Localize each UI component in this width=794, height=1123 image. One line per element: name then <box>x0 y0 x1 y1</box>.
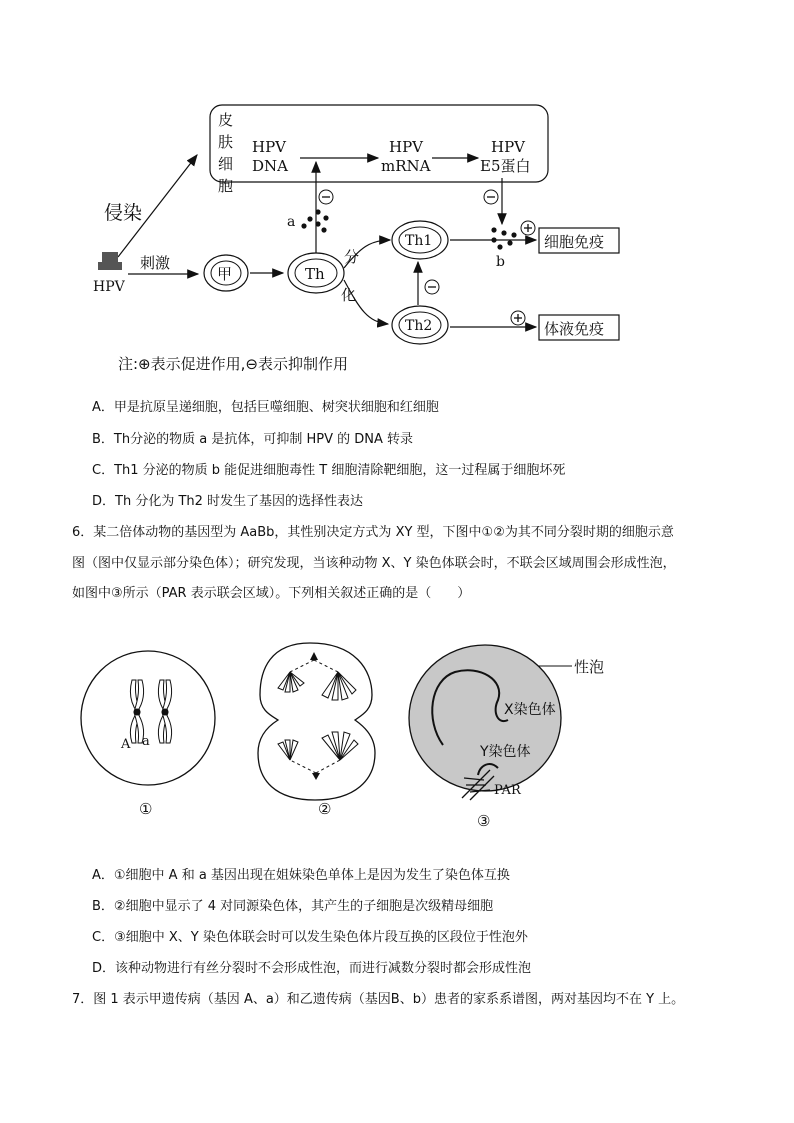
cell-immunity-label: 细胞免疫 <box>544 233 605 251</box>
y-chromosome-label: Y染色体 <box>480 744 531 760</box>
hpv-e5-line2: E5蛋白 <box>480 157 531 175</box>
inhibit-icon-2 <box>425 280 439 294</box>
substance-b-label: b <box>496 254 505 270</box>
inhibit-icon-3 <box>484 190 498 204</box>
stimulate-label: 刺激 <box>140 254 171 272</box>
gene-a-label: a <box>142 734 150 749</box>
hua-label: 化 <box>341 286 357 304</box>
cell-jia-label: 甲 <box>217 265 233 283</box>
inhibit-icon-1 <box>319 190 333 204</box>
hpv-label: HPV <box>93 279 125 295</box>
skin-cell-char-2: 肤 <box>218 133 234 151</box>
gene-A-label: A <box>121 737 131 752</box>
hpv-dna-line2: DNA <box>252 157 288 175</box>
cell-3-label: ③ <box>477 812 491 830</box>
cell-1-chromosomes <box>130 680 171 743</box>
q6-option-b: B．②细胞中显示了 4 对同源染色体，其产生的子细胞是次级精母细胞 <box>92 899 494 914</box>
infect-label: 侵染 <box>104 202 143 224</box>
q6-text-line3: 如图中③所示（PAR 表示联会区域）。下列相关叙述正确的是（ ） <box>72 586 471 601</box>
skin-cell-char-4: 胞 <box>218 177 234 195</box>
hpv-dna-line1: HPV <box>252 138 287 156</box>
hpv-mrna-line1: HPV <box>389 138 424 156</box>
cell-1-label: ① <box>139 800 153 818</box>
cell-th1-label: Th1 <box>405 233 433 249</box>
skin-cell-char-1: 皮 <box>218 111 234 129</box>
q6-option-a: A．①细胞中 A 和 a 基因出现在姐妹染色单体上是因为发生了染色体互换 <box>92 868 510 883</box>
cell-th-label: Th <box>305 265 325 283</box>
q6-text-line1: 6．某二倍体动物的基因型为 AaBb，其性别决定方式为 XY 型，下图中①②为其不同分裂时期的细胞示意 <box>72 525 674 540</box>
cell-1 <box>81 651 215 785</box>
hpv-e5-line1: HPV <box>491 138 526 156</box>
q5-option-a: A．甲是抗原呈递细胞，包括巨噬细胞、树突状细胞和红细胞 <box>92 400 439 415</box>
cell-th2-label: Th2 <box>405 318 433 334</box>
legend-note: 注:⊕表示促进作用,⊖表示抑制作用 <box>118 355 348 373</box>
cell-division-diagram <box>0 630 794 830</box>
skin-cell-char-3: 细 <box>218 155 234 173</box>
q5-option-c: C．Th1 分泌的物质 b 能促进细胞毒性 T 细胞清除靶细胞，这一过程属于细胞坏死 <box>92 463 566 478</box>
x-chromosome-label: X染色体 <box>504 702 556 718</box>
sex-vesicle-label: 性泡 <box>574 658 605 676</box>
cell-2-spindle <box>290 652 340 780</box>
cell-2-chromosomes <box>278 672 358 760</box>
cell-2-label: ② <box>318 800 332 818</box>
substance-b-dots <box>491 227 516 249</box>
q7-text: 7．图 1 表示甲遗传病（基因 A、a）和乙遗传病（基因B、b）患者的家系系谱图，两对基因均不在 Y 上。 <box>72 992 685 1007</box>
hpv-virus-icon <box>98 252 122 270</box>
q6-text-line2: 图（图中仅显示部分染色体）；研究发现，当该种动物 X、Y 染色体联会时，不联会区域周围会形成性泡， <box>72 556 676 571</box>
promote-icon-2 <box>511 311 525 325</box>
humoral-immunity-label: 体液免疫 <box>544 320 605 338</box>
par-label: PAR <box>494 783 521 798</box>
q5-option-b: B．Th分泌的物质 a 是抗体，可抑制 HPV 的 DNA 转录 <box>92 432 413 447</box>
substance-a-label: a <box>287 214 296 230</box>
fen-label: 分 <box>344 248 360 266</box>
immune-diagram <box>0 0 794 380</box>
substance-a-dots <box>301 209 328 232</box>
hpv-mrna-line2: mRNA <box>381 157 431 175</box>
q6-option-d: D．该种动物进行有丝分裂时不会形成性泡，而进行减数分裂时都会形成性泡 <box>92 961 532 976</box>
q5-option-d: D．Th 分化为 Th2 时发生了基因的选择性表达 <box>92 494 364 509</box>
q6-option-c: C．③细胞中 X、Y 染色体联会时可以发生染色体片段互换的区段位于性泡外 <box>92 930 528 945</box>
promote-icon-1 <box>521 221 535 235</box>
